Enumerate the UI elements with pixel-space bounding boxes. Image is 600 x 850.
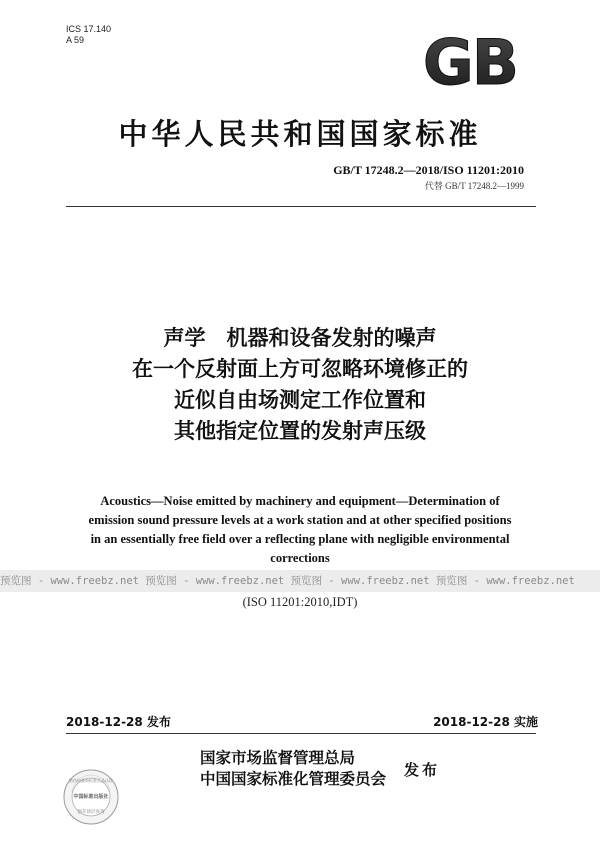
chinese-title-line: 在一个反射面上方可忽略环境修正的 — [132, 357, 468, 381]
issuing-authorities — [200, 748, 386, 790]
anti-counterfeit-seal-icon — [62, 768, 120, 826]
standard-category-title: 中华人民共和国国家标准 — [118, 117, 482, 151]
preview-watermark-bar: 预览图 - www.freebz.net 预览图 - www.freebz.net 预览图 - www.freebz.net 预览图 - www.freebz.net — [0, 570, 600, 592]
english-title — [0, 492, 600, 568]
top-divider — [66, 206, 536, 207]
chinese-title — [0, 323, 600, 447]
standard-number: GB/T 17248.2—2018/ISO 11201:2010 — [333, 163, 524, 177]
bottom-divider — [66, 733, 536, 734]
replaces-standard: 代替 GB/T 17248.2—1999 — [424, 181, 524, 191]
ics-code: ICS 17.140 — [66, 24, 112, 34]
english-title-line: emission sound pressure levels at a work station and at other specified positions — [88, 513, 512, 527]
issue-date: 2018-12-28 发布 — [66, 715, 171, 729]
ccs-code: A 59 — [66, 35, 85, 45]
adoption-degree: (ISO 11201:2010,IDT) — [242, 595, 358, 609]
ics-classification — [66, 24, 111, 46]
english-title-line: corrections — [270, 551, 330, 565]
gb-logo-text: GB — [422, 32, 518, 90]
implementation-date: 2018-12-28 实施 — [433, 715, 538, 729]
issuer-name: 国家市场监督管理总局 — [200, 749, 356, 767]
chinese-title-line: 近似自由场测定工作位置和 — [174, 388, 426, 412]
chinese-title-line: 其他指定位置的发射声压级 — [174, 419, 426, 443]
seal-bottom-text: 刮开涂层查询 — [77, 810, 105, 815]
gb-logo — [416, 32, 524, 90]
english-title-line: in an essentially free field over a reflecting plane with negligible environmental — [90, 532, 510, 546]
issuer-name: 中国国家标准化管理委员会 — [200, 770, 387, 788]
publish-label: 发布 — [404, 761, 441, 779]
english-title-line: Acoustics—Noise emitted by machinery and equipment—Determination of — [100, 494, 500, 508]
seal-middle-text: 中国标准出版社 — [73, 794, 109, 800]
seal-top-text: 防伪码查询标准正品认证 — [69, 778, 113, 783]
chinese-title-line: 声学 机器和设备发射的噪声 — [163, 326, 437, 350]
